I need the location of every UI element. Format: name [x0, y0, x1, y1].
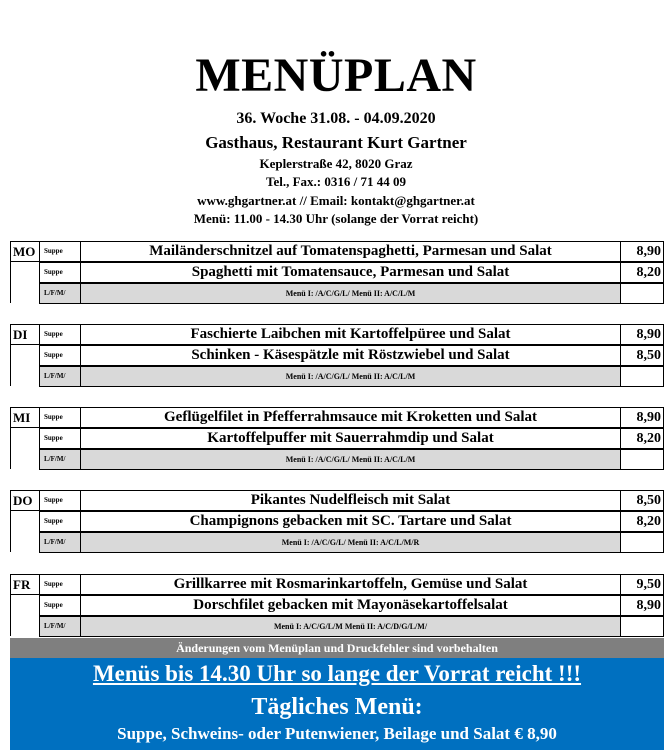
restaurant-web-email: www.ghgartner.at // Email: kontakt@ghgartner.at [197, 193, 475, 208]
day-divider [10, 344, 11, 386]
allergen-info: Menü I: /A/C/G/L/ Menü II: A/C/L/M/R [80, 532, 621, 553]
page-title: MENÜPLAN [195, 49, 477, 102]
menu-2: Dorschfilet gebacken mit Mayonäsekartoffelsalat [80, 595, 621, 616]
menu-hours: Menü: 11.00 - 14.30 Uhr (solange der Vorrat reicht) [193, 211, 479, 226]
soup-label: Suppe [39, 324, 81, 345]
soup-label: Suppe [39, 490, 81, 511]
soup-label: Suppe [39, 407, 81, 428]
menu-1: Mailänderschnitzel auf Tomatenspaghetti, Parmesan und Salat [80, 241, 621, 262]
price-2: 8,90 [620, 595, 664, 616]
day-label: MI [10, 407, 40, 428]
soup-label: Suppe [39, 241, 81, 262]
availability-banner [10, 658, 664, 690]
menu-1: Geflügelfilet in Pfefferrahmsauce mit Kroketten und Salat [80, 407, 621, 428]
day-label: DO [10, 490, 40, 511]
menu-2: Schinken - Käsespätzle mit Röstzwiebel und Salat [80, 345, 621, 366]
lfm-label: L/F/M/ [39, 449, 81, 470]
menu-2: Kartoffelpuffer mit Sauerrahmdip und Salat [80, 428, 621, 449]
price-1: 8,90 [620, 407, 664, 428]
soup-label: Suppe [39, 511, 81, 532]
price-1: 8,90 [620, 324, 664, 345]
price-1: 9,50 [620, 574, 664, 595]
price-2: 8,50 [620, 345, 664, 366]
empty-price-cell [620, 532, 664, 553]
daily-menu-title: Tägliches Menü: [251, 694, 423, 720]
price-2: 8,20 [620, 262, 664, 283]
menu-2: Champignons gebacken mit SC. Tartare und Salat [80, 511, 621, 532]
day-block-di [10, 324, 664, 387]
lfm-label: L/F/M/ [39, 366, 81, 387]
day-divider [10, 510, 11, 552]
lfm-label: L/F/M/ [39, 283, 81, 304]
day-block-do [10, 490, 664, 553]
day-block-fr [10, 574, 664, 637]
price-1: 8,90 [620, 241, 664, 262]
day-divider [10, 261, 11, 303]
allergen-info: Menü I: A/C/G/L/M Menü II: A/C/D/G/L/M/ [80, 616, 621, 637]
empty-price-cell [620, 283, 664, 304]
daily-menu-banner [10, 690, 664, 750]
availability-banner-text: Menüs bis 14.30 Uhr so lange der Vorrat reicht !!! [92, 661, 582, 686]
restaurant-name: Gasthaus, Restaurant Kurt Gartner [205, 133, 467, 152]
soup-label: Suppe [39, 345, 81, 366]
day-divider [10, 594, 11, 636]
lfm-label: L/F/M/ [39, 616, 81, 637]
empty-price-cell [620, 449, 664, 470]
day-label: FR [10, 574, 40, 595]
day-block-mi [10, 407, 664, 470]
menu-2: Spaghetti mit Tomatensauce, Parmesan und Salat [80, 262, 621, 283]
menu-1: Faschierte Laibchen mit Kartoffelpüree und Salat [80, 324, 621, 345]
restaurant-address: Keplerstraße 42, 8020 Graz [259, 156, 413, 171]
menu-1: Pikantes Nudelfleisch mit Salat [80, 490, 621, 511]
allergen-info: Menü I: /A/C/G/L/ Menü II: A/C/L/M [80, 449, 621, 470]
price-2: 8,20 [620, 511, 664, 532]
week-range: 36. Woche 31.08. - 04.09.2020 [236, 110, 436, 127]
restaurant-phone: Tel., Fax.: 0316 / 71 44 09 [266, 174, 406, 189]
price-2: 8,20 [620, 428, 664, 449]
allergen-info: Menü I: /A/C/G/L/ Menü II: A/C/L/M [80, 283, 621, 304]
day-label: DI [10, 324, 40, 345]
daily-menu-text: Suppe, Schweins- oder Putenwiener, Beilage und Salat € 8,90 [117, 724, 557, 743]
day-divider [10, 427, 11, 469]
day-label: MO [10, 241, 40, 262]
soup-label: Suppe [39, 262, 81, 283]
menu-1: Grillkarree mit Rosmarinkartoffeln, Gemüse und Salat [80, 574, 621, 595]
lfm-label: L/F/M/ [39, 532, 81, 553]
day-block-mo [10, 241, 664, 304]
allergen-info: Menü I: /A/C/G/L/ Menü II: A/C/L/M [80, 366, 621, 387]
empty-price-cell [620, 616, 664, 637]
soup-label: Suppe [39, 428, 81, 449]
soup-label: Suppe [39, 595, 81, 616]
disclaimer-notice: Änderungen vom Menüplan und Druckfehler sind vorbehalten [10, 638, 664, 658]
price-1: 8,50 [620, 490, 664, 511]
soup-label: Suppe [39, 574, 81, 595]
empty-price-cell [620, 366, 664, 387]
